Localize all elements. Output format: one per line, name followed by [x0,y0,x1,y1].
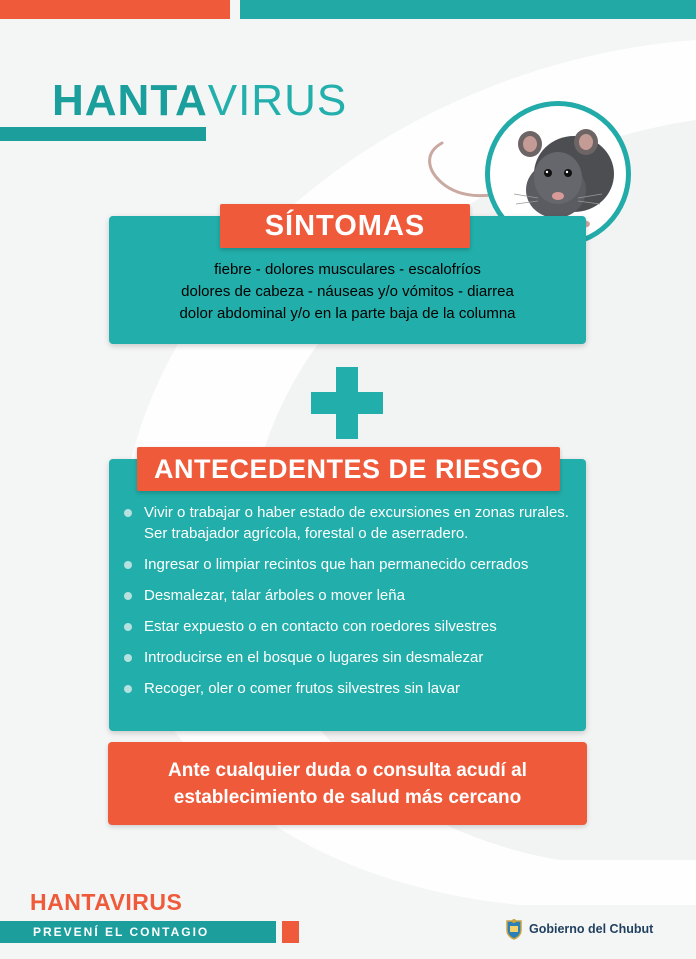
sintomas-list [109,259,586,325]
top-bar-orange [0,0,230,19]
bullet-dot-icon [124,654,132,662]
government-name: Gobierno del Chubut [529,922,654,936]
riesgo-item [122,502,582,544]
riesgo-item [122,585,582,606]
riesgo-item-text: Vivir o trabajar o haber estado de excursiones en zonas rurales. Ser trabajador agrícola, forestal o de aserradero. [144,504,569,542]
title-part-hanta: HANTA [52,76,208,125]
consulta-banner [108,742,587,825]
riesgo-item-text: Recoger, oler o comer frutos silvestres sin lavar [144,680,460,697]
riesgo-item-text: Introducirse en el bosque o lugares sin desmalezar [144,649,484,666]
riesgo-item [122,678,582,699]
government-logo [504,918,653,940]
chubut-shield-icon [504,918,524,940]
footer-accent-square [282,921,299,943]
footer-subtitle-bar [0,921,276,943]
riesgo-list [122,502,582,709]
riesgo-heading: ANTECEDENTES DE RIESGO [137,447,560,491]
riesgo-item [122,554,582,575]
bullet-dot-icon [124,623,132,631]
footer-subtitle: PREVENÍ EL CONTAGIO [33,925,210,939]
riesgo-item-text: Ingresar o limpiar recintos que han permanecido cerrados [144,556,529,573]
sintomas-line: dolores de cabeza - náuseas y/o vómitos - diarrea [181,283,514,300]
bullet-dot-icon [124,592,132,600]
riesgo-item [122,616,582,637]
bullet-dot-icon [124,509,132,517]
top-bar-teal [240,0,696,19]
plus-icon [311,392,383,414]
footer-title: HANTAVIRUS [30,889,183,915]
riesgo-item [122,647,582,668]
consulta-line: establecimiento de salud más cercano [173,786,522,808]
riesgo-item-text: Desmalezar, talar árboles o mover leña [144,587,405,604]
sintomas-line: fiebre - dolores musculares - escalofríos [214,261,481,278]
bullet-dot-icon [124,561,132,569]
consulta-line: Ante cualquier duda o consulta acudí al [168,759,527,781]
sintomas-heading: SÍNTOMAS [220,204,470,248]
title-part-virus: VIRUS [207,76,348,125]
riesgo-item-text: Estar expuesto o en contacto con roedores silvestres [144,618,497,635]
title-underline [0,127,206,141]
bullet-dot-icon [124,685,132,693]
page-title [52,76,347,126]
sintomas-line: dolor abdominal y/o en la parte baja de la columna [179,305,516,322]
